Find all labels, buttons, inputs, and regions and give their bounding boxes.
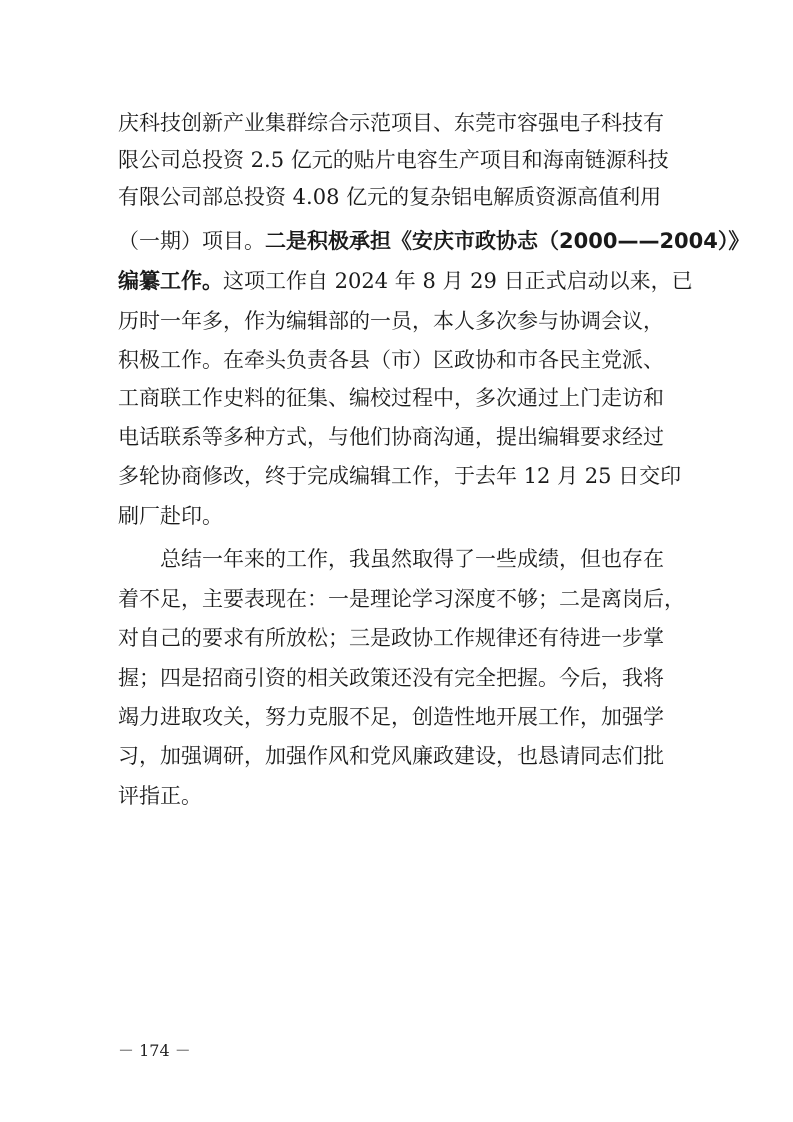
line-text: 竭力进取攻关，努力克服不足，创造性地开展工作，加强学 xyxy=(118,705,664,729)
bold-heading-text: 编纂工作。 xyxy=(118,269,223,293)
text-line xyxy=(118,145,678,175)
line-text: 评指正。 xyxy=(118,784,202,808)
page-number: － 174 － xyxy=(118,1041,191,1060)
line-text: 握；四是招商引资的相关政策还没有完全把握。今后，我将 xyxy=(118,666,664,690)
line-text: 多轮协商修改，终于完成编辑工作，于去年 12 月 25 日交印 xyxy=(118,464,682,488)
line-text: 这项工作自 2024 年 8 月 29 日正式启动以来，已 xyxy=(223,269,693,293)
text-line xyxy=(118,383,678,413)
line-text: 限公司总投资 2.5 亿元的贴片电容生产项目和海南链源科技 xyxy=(118,148,669,172)
line-text: 历时一年多，作为编辑部的一员，本人多次参与协调会议， xyxy=(118,309,664,333)
text-line xyxy=(118,702,678,732)
text-line xyxy=(118,266,693,296)
line-text: 对自己的要求有所放松；三是政协工作规律还有待进一步掌 xyxy=(118,626,664,650)
line-text: 工商联工作史料的征集、编校过程中，多次通过上门走访和 xyxy=(118,386,664,410)
text-line xyxy=(118,781,678,811)
text-line xyxy=(118,182,678,212)
text-line xyxy=(118,663,678,693)
line-text: 习，加强调研，加强作风和党风廉政建设，也恳请同志们批 xyxy=(118,744,664,768)
line-text: 积极工作。在牵头负责各县（市）区政协和市各民主党派、 xyxy=(118,348,664,372)
text-line xyxy=(118,741,678,771)
line-text: 庆科技创新产业集群综合示范项目、东莞市容强电子科技有 xyxy=(118,111,664,135)
line-text: 电话联系等多种方式，与他们协商沟通，提出编辑要求经过 xyxy=(118,425,664,449)
text-line xyxy=(118,584,685,614)
text-line xyxy=(118,623,678,653)
line-text: 着不足，主要表现在：一是理论学习深度不够；二是离岗后， xyxy=(118,587,685,611)
text-line xyxy=(118,306,678,336)
line-text: 刷厂赴印。 xyxy=(118,504,223,528)
text-line xyxy=(118,108,678,138)
line-text: （一期）项目。 xyxy=(118,229,265,253)
text-line xyxy=(118,461,682,491)
bold-heading-text: 二是积极承担《安庆市政协志（2000——2004）》 xyxy=(265,229,750,253)
text-line xyxy=(118,226,750,256)
text-line xyxy=(118,345,678,375)
line-text: 有限公司部总投资 4.08 亿元的复杂铝电解质资源高值利用 xyxy=(118,185,662,209)
text-line xyxy=(118,422,678,452)
text-line xyxy=(118,501,678,531)
line-text: 总结一年来的工作，我虽然取得了一些成绩，但也存在 xyxy=(160,547,664,571)
paragraph-first-line xyxy=(160,544,680,574)
